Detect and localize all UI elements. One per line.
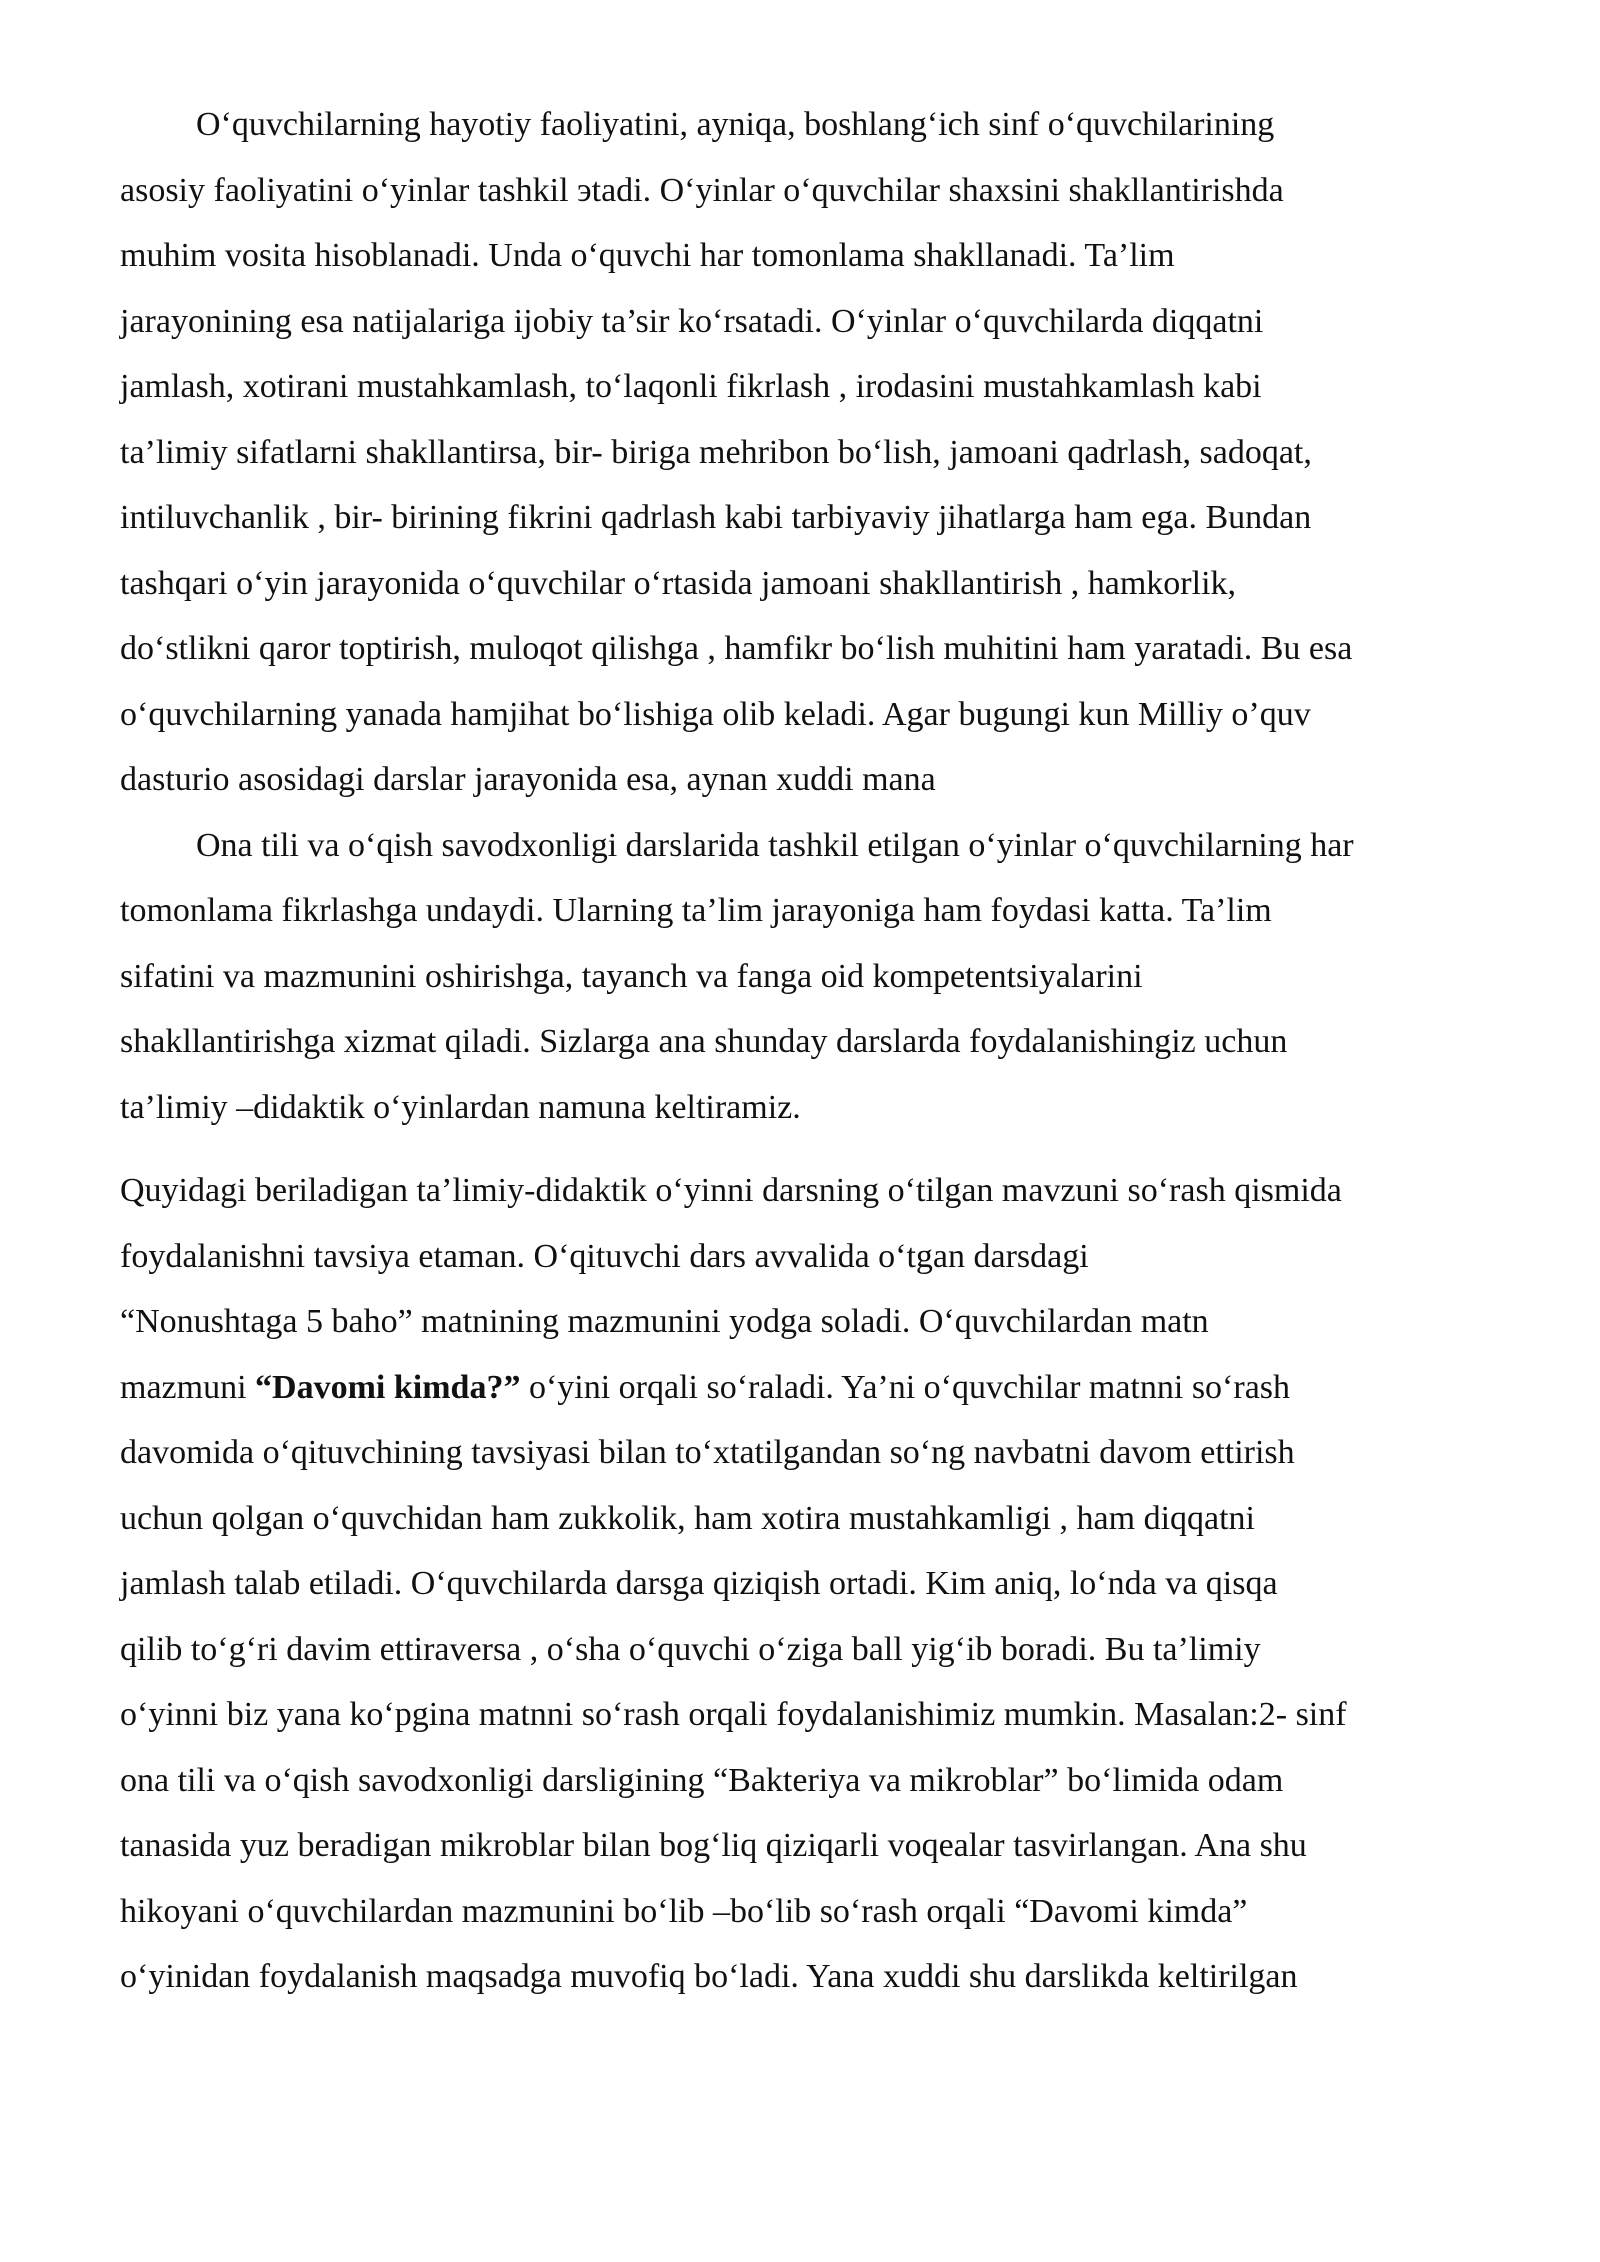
text-line: oʻyinidan foydalanish maqsadga muvofiq boʻladi. Yana xuddi shu darslikda keltirilgan (120, 1958, 1298, 1995)
text-line: hikoyani oʻquvchilardan mazmunini boʻlib –boʻlib soʻrash orqali “Davomi kimda” (120, 1892, 1248, 1930)
text-line: shakllantirishga xizmat qiladi. Sizlarga ana shunday darslarda foydalanishingiz uchun (120, 1023, 1288, 1060)
paragraph-2 (120, 813, 1500, 1141)
game-title-bold: “Davomi kimda?” (255, 1368, 521, 1406)
text-line: asosiy faoliyatini oʻyinlar tashkil эtadi. Oʻyinlar oʻquvchilar shaxsini shakllantirishda (120, 171, 1284, 209)
text-line: foydalanishni tavsiya etaman. Oʻqituvchi dars avvalida oʻtgan darsdagi (120, 1237, 1089, 1275)
paragraph-1 (120, 92, 1500, 813)
text-line: ona tili va oʻqish savodxonligi darsligining “Bakteriya va mikroblar” boʻlimida odam (120, 1761, 1284, 1799)
text-line: oʻquvchilarning yanada hamjihat boʻlishiga olib keladi. Agar bugungi kun Milliy o’quv (120, 695, 1311, 733)
text-line: Quyidagi beriladigan ta’limiy-didaktik oʻyinni darsning oʻtilgan mavzuni soʻrash qismida (120, 1172, 1342, 1209)
text-line: jamlash talab etiladi. Oʻquvchilarda darsga qiziqish ortadi. Kim aniq, loʻnda va qisqa (120, 1565, 1278, 1602)
text-line: sifatini va mazmunini oshirishga, tayanch va fanga oid kompetentsiyalarini (120, 957, 1143, 995)
text-line-with-bold (120, 1355, 1500, 1421)
document-body (120, 92, 1500, 2010)
text-line: davomida oʻqituvchining tavsiyasi bilan toʻxtatilgandan soʻng navbatni davom ettirish (120, 1434, 1295, 1471)
text-line: tomonlama fikrlashga undaydi. Ularning ta’lim jarayoniga ham foydasi katta. Ta’lim (120, 892, 1272, 929)
text-line: intiluvchanlik , bir- birining fikrini qadrlash kabi tarbiyaviy jihatlarga ham ega. Bundan (120, 499, 1312, 536)
text-fragment: mazmuni (120, 1368, 256, 1406)
text-fragment: oʻyini orqali soʻraladi. Ya’ni oʻquvchilar matnni soʻrash (520, 1368, 1291, 1406)
text-line: oʻyinni biz yana koʻpgina matnni soʻrash orqali foydalanishimiz mumkin. Masalan:2- sinf (120, 1696, 1347, 1733)
paragraph-3 (120, 1158, 1500, 2010)
text-line: doʻstlikni qaror toptirish, muloqot qilishga , hamfikr boʻlish muhitini ham yaratadi. Bu esa (120, 630, 1353, 667)
text-line: Oʻquvchilarning hayotiy faoliyatini, ayniqa, boshlangʻich sinf oʻquvchilarining (196, 106, 1275, 143)
text-line: tashqari oʻyin jarayonida oʻquvchilar oʻrtasida jamoani shakllantirish , hamkorlik, (120, 564, 1237, 602)
text-line: uchun qolgan oʻquvchidan ham zukkolik, ham xotira mustahkamligi , ham diqqatni (120, 1499, 1255, 1537)
text-line: Ona tili va oʻqish savodxonligi darslarida tashkil etilgan oʻyinlar oʻquvchilarning har (196, 826, 1354, 864)
text-line: jarayonining esa natijalariga ijobiy ta’sir koʻrsatadi. Oʻyinlar oʻquvchilarda diqqatni (120, 302, 1264, 340)
text-line: qilib toʻgʻri davim ettiraversa , oʻsha oʻquvchi oʻziga ball yigʻib boradi. Bu ta’limiy (120, 1630, 1261, 1668)
text-line: dasturio asosidagi darslar jarayonida esa, aynan xuddi mana (120, 761, 936, 798)
text-line: tanasida yuz beradigan mikroblar bilan bogʻliq qiziqarli voqealar tasvirlangan. Ana shu (120, 1827, 1307, 1864)
text-line: jamlash, xotirani mustahkamlash, toʻlaqonli fikrlash , irodasini mustahkamlash kabi (120, 368, 1262, 405)
text-line: ta’limiy –didaktik oʻyinlardan namuna keltiramiz. (120, 1088, 801, 1126)
text-line: ta’limiy sifatlarni shakllantirsa, bir- biriga mehribon boʻlish, jamoani qadrlash, sadoqat, (120, 433, 1312, 471)
text-line: “Nonushtaga 5 baho” matnining mazmunini yodga soladi. Oʻquvchilardan matn (120, 1303, 1209, 1340)
text-line: muhim vosita hisoblanadi. Unda oʻquvchi har tomonlama shakllanadi. Ta’lim (120, 237, 1175, 274)
